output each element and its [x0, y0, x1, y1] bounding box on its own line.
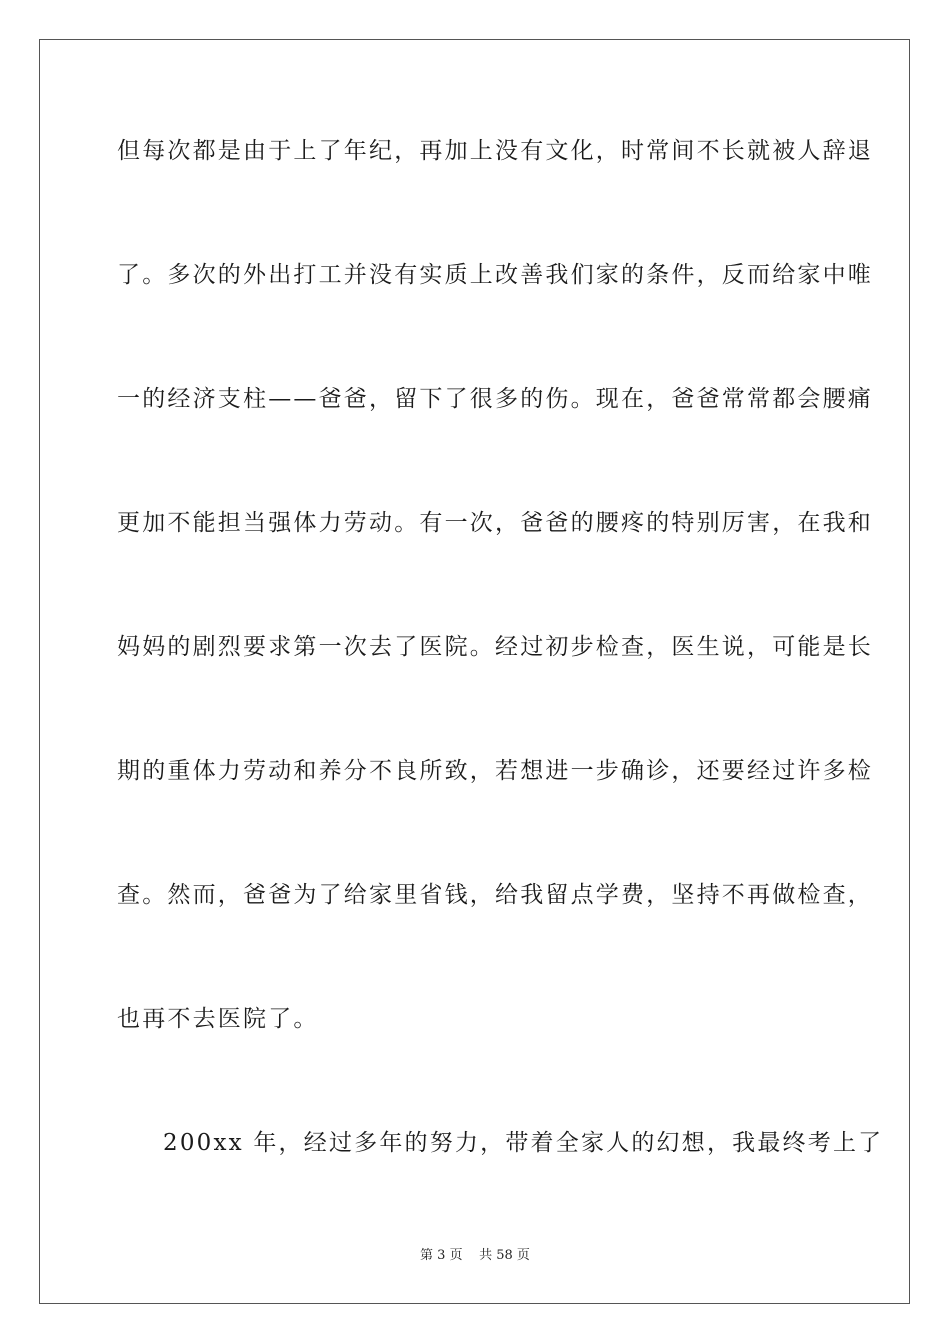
- text-line-4: 更加不能担当强体力劳动。有一次，爸爸的腰疼的特别厉害，在我和: [117, 510, 873, 536]
- text-line-7: 查。然而，爸爸为了给家里省钱，给我留点学费，坚持不再做检查，: [117, 882, 873, 908]
- text-line-2: 了。多次的外出打工并没有实质上改善我们家的条件，反而给家中唯: [117, 262, 873, 288]
- text-line-1: 但每次都是由于上了年纪，再加上没有文化，时常间不长就被人辞退: [117, 138, 873, 164]
- text-line-9: 200xx 年，经过多年的努力，带着全家人的幻想，我最终考上了: [163, 1130, 884, 1156]
- page-number: 第 3 页: [420, 1248, 463, 1263]
- text-line-6: 期的重体力劳动和养分不良所致，若想进一步确诊，还要经过许多检: [117, 758, 873, 784]
- text-line-8: 也再不去医院了。: [117, 1006, 319, 1032]
- page-footer: [0, 1247, 950, 1265]
- text-line-3: 一的经济支柱——爸爸，留下了很多的伤。现在，爸爸常常都会腰痛: [117, 386, 873, 412]
- text-line-5: 妈妈的剧烈要求第一次去了医院。经过初步检查，医生说，可能是长: [117, 634, 873, 660]
- footer-gap: [463, 1248, 480, 1263]
- page-frame: [39, 39, 910, 1304]
- total-pages: 共 58 页: [479, 1248, 530, 1263]
